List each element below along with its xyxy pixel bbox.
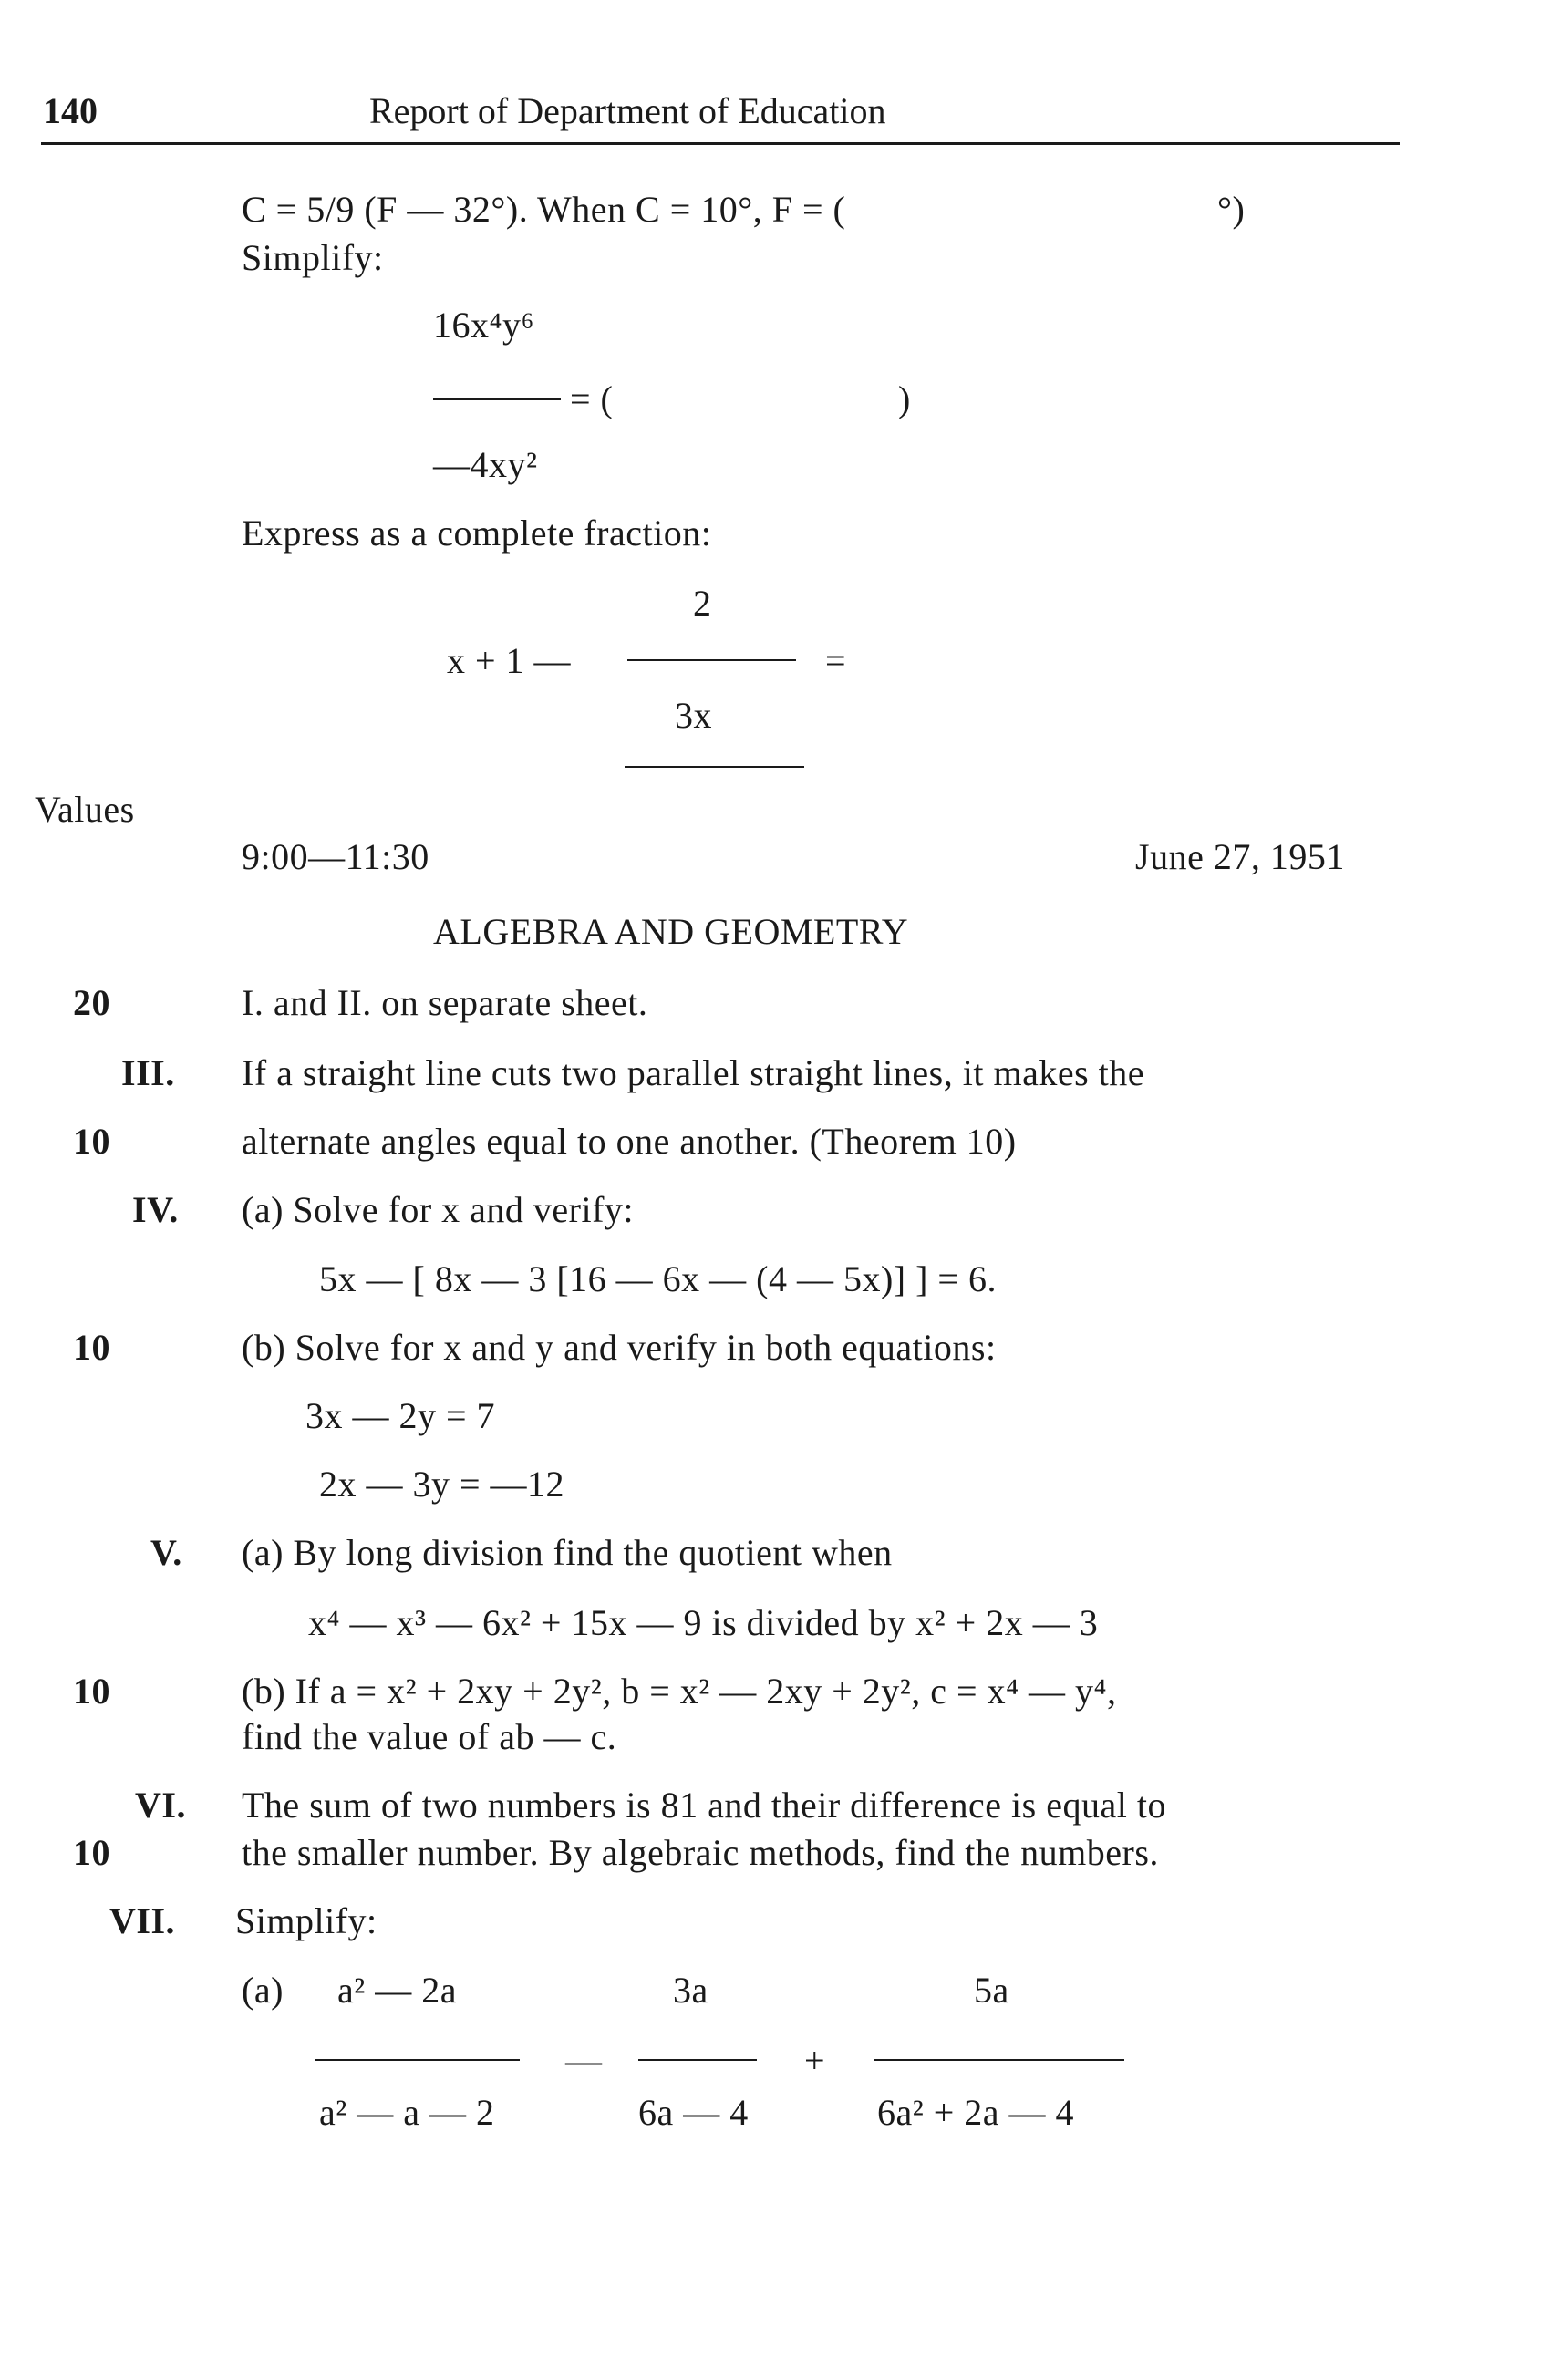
value-q4: 10 bbox=[73, 1327, 110, 1368]
value-q6: 10 bbox=[73, 1832, 110, 1873]
q7-fraction-2-numerator: 3a bbox=[673, 1970, 708, 2011]
fraction-1-numerator: 16x⁴y⁶ bbox=[433, 305, 534, 346]
q5-expression: x⁴ — x³ — 6x² + 15x — 9 is divided by x² + 2x — 3 bbox=[308, 1602, 1099, 1643]
values-label: Values bbox=[35, 789, 135, 830]
fraction-2-numerator: 2 bbox=[693, 583, 712, 624]
q7-simplify: Simplify: bbox=[235, 1900, 377, 1941]
running-title: Report of Department of Education bbox=[369, 90, 886, 131]
q7-fraction-1-numerator: a² — 2a bbox=[337, 1970, 457, 2011]
fraction-1-denominator: —4xy² bbox=[433, 444, 538, 485]
q1-2-text: I. and II. on separate sheet. bbox=[242, 982, 648, 1023]
q3-line1: If a straight line cuts two parallel straight lines, it makes the bbox=[242, 1052, 1145, 1093]
q7-fraction-1-denominator: a² — a — 2 bbox=[319, 2092, 495, 2133]
q7-operator-1: — bbox=[565, 2040, 603, 2081]
page-number: 140 bbox=[43, 90, 98, 131]
formula-close: °) bbox=[1217, 189, 1246, 230]
q4-equation-1: 3x — 2y = 7 bbox=[305, 1395, 496, 1436]
fraction-1-bar bbox=[433, 398, 561, 400]
value-20: 20 bbox=[73, 982, 110, 1023]
q4-equation-2: 2x — 3y = —12 bbox=[319, 1464, 565, 1505]
q6-line2: the smaller number. By algebraic methods, find the numbers. bbox=[242, 1832, 1159, 1873]
q4-part-b: (b) Solve for x and y and verify in both equations: bbox=[242, 1327, 997, 1368]
fraction-2-denominator: 3x bbox=[675, 695, 712, 736]
question-numeral-v: V. bbox=[150, 1532, 182, 1573]
q7-fraction-1-bar bbox=[315, 2059, 520, 2061]
q7-fraction-3-denominator: 6a² + 2a — 4 bbox=[877, 2092, 1075, 2133]
fraction-2-bar bbox=[627, 659, 796, 661]
fraction-2-lhs: x + 1 — bbox=[447, 640, 572, 681]
fraction-2-equals: = bbox=[825, 640, 847, 681]
q7-fraction-3-bar bbox=[874, 2059, 1124, 2061]
q5-part-a: (a) By long division find the quotient when bbox=[242, 1532, 893, 1573]
q4-part-a: (a) Solve for x and verify: bbox=[242, 1189, 635, 1230]
q3-line2: alternate angles equal to one another. (Theorem 10) bbox=[242, 1121, 1017, 1162]
value-q3: 10 bbox=[73, 1121, 110, 1162]
express-instruction: Express as a complete fraction: bbox=[242, 512, 712, 554]
fraction-1-close: ) bbox=[898, 378, 911, 419]
header-rule bbox=[41, 142, 1400, 145]
q4-equation: 5x — [ 8x — 3 [16 — 6x — (4 — 5x)] ] = 6. bbox=[319, 1258, 997, 1299]
value-q5: 10 bbox=[73, 1671, 110, 1712]
q5-part-b-line2: find the value of ab — c. bbox=[242, 1716, 617, 1757]
question-numeral-vi: VI. bbox=[135, 1785, 186, 1826]
q7-part-a-label: (a) bbox=[242, 1970, 284, 2011]
exam-date: June 27, 1951 bbox=[1135, 836, 1345, 877]
exam-title: ALGEBRA AND GEOMETRY bbox=[433, 911, 909, 952]
answer-line bbox=[625, 766, 804, 768]
exam-time: 9:00—11:30 bbox=[242, 836, 429, 877]
question-numeral-iii: III. bbox=[121, 1052, 175, 1093]
q7-fraction-2-denominator: 6a — 4 bbox=[638, 2092, 749, 2133]
fraction-1-equals: = ( bbox=[570, 378, 614, 419]
question-numeral-vii: VII. bbox=[109, 1900, 176, 1941]
q7-fraction-2-bar bbox=[638, 2059, 757, 2061]
q7-operator-2: + bbox=[804, 2040, 826, 2081]
q7-fraction-3-numerator: 5a bbox=[974, 1970, 1009, 2011]
simplify-label: Simplify: bbox=[242, 237, 384, 278]
formula-line: C = 5/9 (F — 32°). When C = 10°, F = ( bbox=[242, 189, 846, 230]
q5-part-b-line1: (b) If a = x² + 2xy + 2y², b = x² — 2xy + 2y², c = x⁴ — y⁴, bbox=[242, 1671, 1117, 1712]
q6-line1: The sum of two numbers is 81 and their difference is equal to bbox=[242, 1785, 1166, 1826]
question-numeral-iv: IV. bbox=[132, 1189, 179, 1230]
